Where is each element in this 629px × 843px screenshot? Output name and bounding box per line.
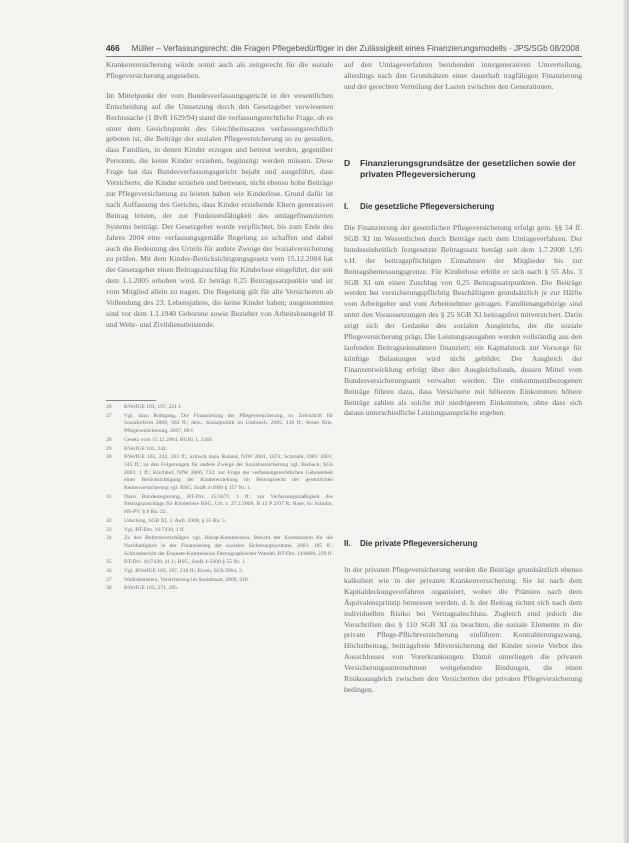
section-number: D bbox=[344, 158, 351, 168]
scan-edge-shadow bbox=[623, 0, 629, 843]
footnote-text: Wallrabenstein, Versicherung im Sozialstaat, 2009, 218. bbox=[124, 576, 250, 583]
section-i-body bbox=[344, 223, 582, 528]
paragraph: auf den Umlageverfahren beruhenden intergenerativen Umverteilung, allerdings nach den Grundsätzen einer dauerhaft tragfähigen Finanzierung und der gerechten Verteilung der Lasten zwischen den Generationen. bbox=[344, 60, 582, 91]
footnote-number: 31 bbox=[106, 493, 112, 500]
section-title: Finanzierungsgrundsätze der gesetzlichen sowie der privaten Pflegeversicherung bbox=[360, 158, 576, 179]
footnote-number: 32 bbox=[106, 517, 112, 524]
page-number: 466 bbox=[106, 44, 120, 53]
footnote bbox=[106, 568, 333, 576]
footnote-number: 37 bbox=[106, 576, 112, 583]
paragraph: Im Mittelpunkt der vom Bundesverfassungsgericht in der wesentlichen Entscheidung auf die Umsetzung durch den Gesetzgeber verwiesenen Rechtssache (1 BvR 1629/94) stand die verfassungsrechtliche Frage, ob es unter dem Gesichtspunkt des Gleichheitssatzes verfassungsrechtlich geboten ist, die Beiträge der sozialen Pflegeversicherung so zu gestalten, dass Familien, in denen Kinder erzogen und betreut werden, gegenüber Personen, die keine Kinder erziehen, begünstigt werden müssen. Diese Frage hat das Bundesverfassungsgericht bejaht und ausgeführt, dass Versicherte, die Kinder erziehen und betreuen, nicht ebenso hohe Beiträge zur Pflegeversicherung zu leisten haben wie Kinderlose. Grund dafür ist nach Auffassung des Gerichts, dass Kinder erziehende Eltern generativen Beitrag leisten, der zur Funktionsfähigkeit des umlagefinanzierten Systems beiträgt. Der Gesetzgeber wurde verpflichtet, bis zum Ende des Jahres 2004 eine verfassungsgemäße Regelung zu schaffen und dabei auch die Bedeutung des Urteils für andere Zweige der Sozialversicherung zu prüfen. Mit dem Kinder-Berücksichtigungsgesetz vom 15.12.2004 hat der Gesetzgeber einen Beitragszuschlag für Kinderlose eingeführt, der seit dem 1.1.2005 erhoben wird. Er beträgt 0,25 Beitragssatzpunkte und ist vom Mitglied allein zu tragen. Die Regelung gilt für alle Versicherten ab Vollendung des 23. Lebensjahres, die keine Kinder haben; ausgenommen sind vor dem 1.1.1940 Geborene sowie Bezieher von Arbeitslosengeld II und Wehr- und Zivildienstleistende. bbox=[106, 90, 333, 329]
footnote-number: 29 bbox=[106, 445, 112, 452]
footnote-number: 30 bbox=[106, 454, 112, 461]
paragraph: In der privaten Pflegeversicherung werden die Beiträge grundsätzlich ebenso kalkuliert wie in der privaten Krankenversicherung. Sie ist nach dem Kapitaldeckungsverfahren organisiert, wobei die Prämien nach dem Äquivalenzprinzip bemessen werden, d. h. der Beitrag richtet sich nach dem individuellen Risiko bei Vertragsabschluss. Zugleich sind jedoch die Vorschriften des § 110 SGB XI zu beachten, die soziale Elemente in die private Pflege-Pflichtversicherung einführen: Kontrahierungszwang, Höchstbeitrag, beitragsfreie Mitversicherung der Kinder sowie Verbot des Ausschlusses von Vorerkrankungen. Damit unterliegen die privaten Versicherungsunternehmen weitgehenden Bindungen, die einen Risikoausgleich zwischen den Versicherten der privaten Pflegeversicherung bedingen. bbox=[344, 565, 582, 694]
footnotes bbox=[106, 404, 333, 594]
footnote-text: Dazu Bundesregierung, BT-Drs. 15/3671, 1 ff.; zur Verfassungsmäßigkeit des Beitragszuschlags für Kinderlose BSG, Urt. v. 27.2.2008, B 12 P 2/07 R; Hase, in: Schulin, HS-PV, § 8 Rn. 22. bbox=[124, 493, 333, 516]
section-heading-d bbox=[344, 158, 582, 182]
header-rule bbox=[106, 56, 582, 57]
footnote-text: BT-Drs. 16/7439, 41 f.; BSG, SozR 4-3300 § 55 Nr. 1. bbox=[124, 559, 246, 566]
footnote-number: 27 bbox=[106, 412, 112, 419]
paragraph: Die Finanzierung der gesetzlichen Pflegeversicherung erfolgt gem. §§ 54 ff. SGB XI im Wesentlichen durch Beiträge nach dem Umlageverfahren. Der bundeseinheitlich festgesetzte Beitragssatz beträgt seit dem 1.7.2008 1,95 v.H. der beitragspflichtigen Einnahmen der Mitglieder bis zur Beitragsbemessungsgrenze. Für Kinderlose erhöht er sich nach § 55 Abs. 3 SGB XI um einen Zuschlag von 0,25 Beitragssatzpunkten. Die Beiträge werden bei versicherungspflichtig Beschäftigten grundsätzlich je zur Hälfte vom Arbeitgeber und vom Arbeitnehmer getragen. Familienangehörige sind unter den Voraussetzungen des § 25 SGB XI beitragsfrei mitversichert. Darin zeigt sich der Gedanke des sozialen Ausgleichs, der die soziale Pflegeversicherung prägt. Die Leistungsausgaben werden vollständig aus den laufenden Beitragseinnahmen finanziert; ein Kapitalstock zur Vorsorge für künftige Belastungen wird nicht gebildet. Der Ausgleich der Finanzentwicklung erfolgt über den Ausgleichsfonds, dessen Mittel vom Bundesversicherungsamt verwaltet werden. Die einkommensbezogenen Beiträge führen dazu, dass Versicherte mit höherem Einkommen höhere Beiträge zahlen als solche mit niedrigerem Einkommen, ohne dass sich daraus unterschiedliche Leistungsansprüche ergeben. bbox=[344, 223, 582, 418]
footnote-text: Gesetz vom 15.12.2004, BGBl. I, 3448. bbox=[124, 436, 214, 443]
section-title: Die gesetzliche Pflegeversicherung bbox=[360, 202, 495, 211]
footnote bbox=[106, 559, 333, 567]
paragraph: Krankenversicherung würde somit auch als zeitgerecht für die soziale Pflegeversicherung angesehen. bbox=[106, 60, 333, 80]
footnote-text: BVerfGE 103, 242. bbox=[124, 445, 168, 452]
footnote bbox=[106, 454, 333, 493]
footnote-text: BVerfGE 103, 197, 221 f. bbox=[124, 404, 182, 410]
footnote-number: 33 bbox=[106, 526, 112, 533]
footnote-text: BVerfGE 103, 271, 285. bbox=[124, 585, 179, 592]
footnote-text: Vgl. BVerfGE 103, 197, 218 ff.; Rixen, SGb 2004, 3. bbox=[124, 568, 244, 575]
left-column bbox=[106, 60, 333, 396]
footnote-text: Vgl. BT-Drs. 16/7439, 1 ff. bbox=[124, 526, 185, 533]
section-number: I. bbox=[344, 202, 349, 211]
footnote bbox=[106, 527, 333, 535]
footnote-number: 38 bbox=[106, 585, 112, 592]
footnote bbox=[106, 413, 333, 436]
section-ii-body bbox=[344, 565, 582, 842]
footnote bbox=[106, 494, 333, 517]
footnote-rule bbox=[106, 400, 156, 401]
section-number: II. bbox=[344, 539, 351, 548]
running-header bbox=[106, 44, 586, 53]
footnote-text: BVerfGE 103, 242, 263 ff.; kritisch dazu Ruland, NJW 2001, 1673; Schmähl, DRV 2001, 345 ff.; zu den Folgerungen für andere Zweige der Sozialversicherung vgl. Bieback, SGb 2003, 1 ff.; Kirchhof, NJW 2006, 732; zur Frage der verfassungsrechtlichen Gebotenheit einer Berücksichtigung der Kindererziehung im Beitragsrecht der gesetzlichen Rentenversicherung vgl. BSG, SozR 4-2600 § 157 Nr. 1. bbox=[124, 454, 333, 492]
footnote bbox=[106, 518, 333, 526]
footnote-text: Vgl. dazu Rothgang, Die Finanzierung der Pflegeversicherung, in: Zeitschrift für Sozialreform 2006, 363 ff.; ders., Sozialpolitik im Umbruch, 2005, 118 ff.; ferner Klie, Pflegeversicherung, 2007, 89 f. bbox=[124, 412, 333, 435]
footnote bbox=[106, 404, 333, 412]
footnote bbox=[106, 577, 333, 585]
footnote bbox=[106, 446, 333, 454]
running-title: Müller – Verfassungsrecht: die Fragen Pflegebedürftiger in der Zulässigkeit eines Finanzierungsmodells · JPS/SGb 08/2008 bbox=[131, 44, 580, 53]
footnote-number: 34 bbox=[106, 535, 112, 542]
footnote bbox=[106, 535, 333, 558]
footnote bbox=[106, 585, 333, 593]
footnote-number: 28 bbox=[106, 436, 112, 443]
right-column-intro bbox=[344, 60, 582, 135]
section-title: Die private Pflegeversicherung bbox=[360, 539, 478, 548]
footnote bbox=[106, 437, 333, 445]
footnote-number: 26 bbox=[106, 404, 112, 410]
footnote-number: 35 bbox=[106, 559, 112, 566]
footnote-text: Zu den Reformvorschlägen vgl. Rürup-Kommission, Bericht der Kommission für die Nachhaltigkeit in der Finanzierung der sozialen Sicherungssysteme, 2003, 185 ff.; Schlussbericht der Enquete-Kommission Demographischer Wandel, BT-Drs. 14/8800, 229 ff. bbox=[124, 535, 333, 557]
footnote-number: 36 bbox=[106, 568, 112, 575]
footnote-text: Udsching, SGB XI, 3. Aufl. 2008, § 55 Rn. 5. bbox=[124, 517, 227, 524]
